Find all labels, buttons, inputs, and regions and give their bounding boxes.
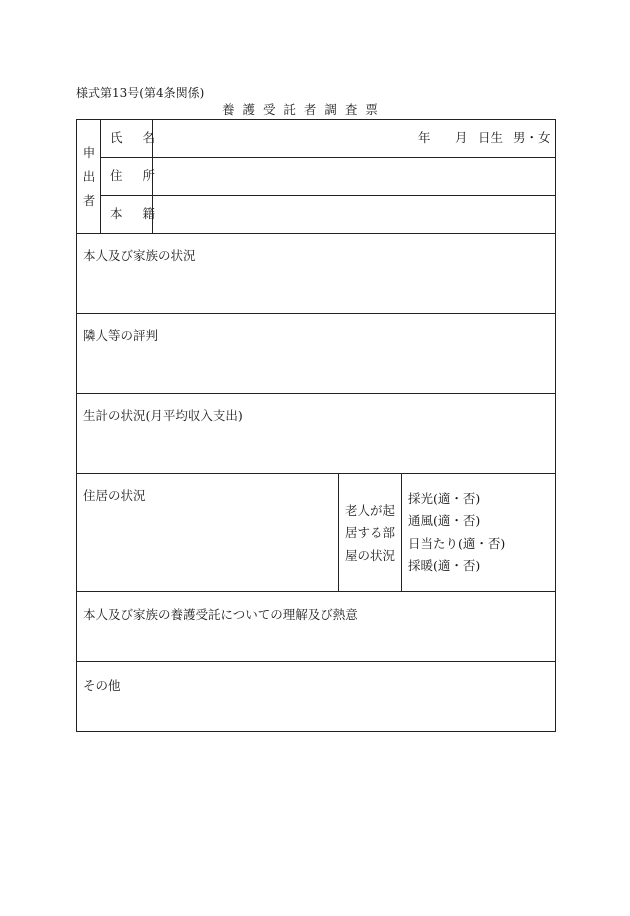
livelihood-field[interactable] <box>77 426 555 472</box>
domicile-label: 本 籍 <box>110 206 163 221</box>
residence-field[interactable] <box>77 506 337 590</box>
other-field[interactable] <box>77 696 555 730</box>
livelihood-label: 生計の状況(月平均収入支出) <box>83 408 243 423</box>
domicile-field[interactable] <box>153 196 555 233</box>
other-label: その他 <box>83 678 121 693</box>
applicant-label-char: 出 <box>82 169 96 184</box>
lighting-check[interactable]: 採光(適・否) <box>408 491 481 506</box>
understanding-field[interactable] <box>77 625 555 660</box>
birth-day-label: 日生 <box>478 130 504 145</box>
name-label: 氏 名 <box>110 130 163 145</box>
sex-option[interactable]: 男・女 <box>513 130 551 145</box>
birth-year-label: 年 <box>418 130 431 145</box>
birth-month-label: 月 <box>455 130 468 145</box>
applicant-label-char: 申 <box>82 145 96 160</box>
family-status-field[interactable] <box>77 266 555 312</box>
address-field[interactable] <box>153 158 555 195</box>
residence-label: 住居の状況 <box>83 488 146 503</box>
ventilation-check[interactable]: 通風(適・否) <box>408 513 481 528</box>
heating-check[interactable]: 採暖(適・否) <box>408 558 481 573</box>
applicant-label-char: 者 <box>82 193 96 208</box>
elder-room-label: 居する部 <box>345 525 396 540</box>
page-title: 養 護 受 託 者 調 査 票 <box>222 102 380 117</box>
form-number: 様式第13号(第4条関係) <box>76 86 205 100</box>
neighbor-reputation-label: 隣人等の評判 <box>83 328 159 343</box>
address-label: 住 所 <box>110 168 163 183</box>
elder-room-label: 屋の状況 <box>345 548 396 563</box>
family-status-label: 本人及び家族の状況 <box>83 248 196 263</box>
elder-room-label: 老人が起 <box>345 503 396 518</box>
neighbor-reputation-field[interactable] <box>77 346 555 392</box>
sunlight-check[interactable]: 日当たり(適・否) <box>408 536 506 551</box>
understanding-label: 本人及び家族の養護受託についての理解及び熱意 <box>83 607 358 622</box>
